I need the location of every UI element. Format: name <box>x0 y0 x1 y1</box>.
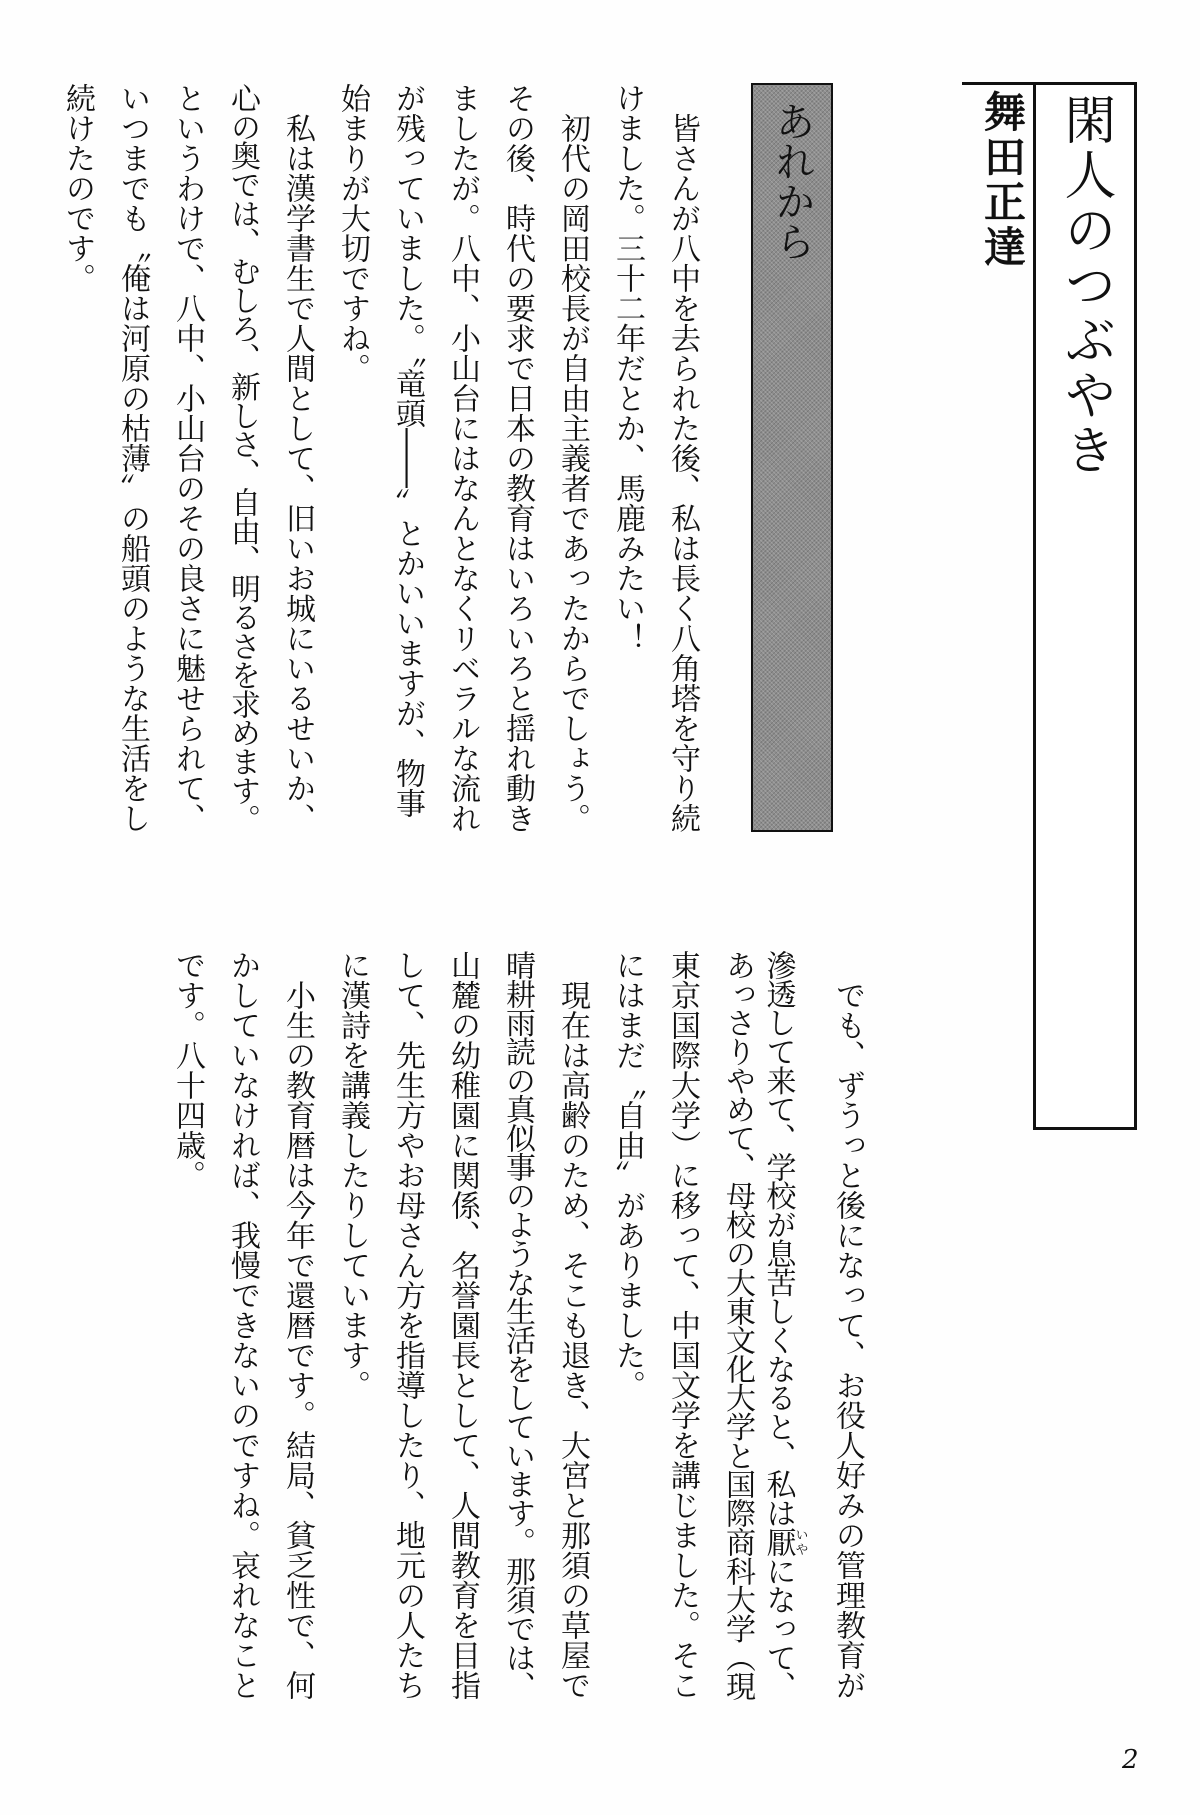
page-title: 閑人のつぶやき <box>1055 93 1115 478</box>
body-column-bottom-9: して、先生方やお母さん方を指導したり、地元の人たち <box>390 950 425 1700</box>
body-column-top-11: いつまでも〝俺は河原の枯薄〟の船頭のような生活をし <box>115 83 150 833</box>
body-column-top-12: 続けたのです。 <box>60 83 95 293</box>
body-column-top-5: ましたが。八中、小山台にはなんとなくリベラルな流れ <box>445 83 480 833</box>
body-column-bottom-4: 東京国際大学）に移って、中国文学を講じました。そこ <box>665 950 700 1700</box>
page-number: 2 <box>1122 1745 1139 1775</box>
furigana-reading: いや <box>792 1527 808 1556</box>
body-column-bottom-11: 小生の教育暦は今年で還暦です。結局、貧乏性で、何 <box>280 950 315 1700</box>
body-column-bottom-2 <box>760 950 808 1710</box>
body-column-bottom-7: 晴耕雨読の真似事のような生活をしています。那須では、 <box>500 950 535 1701</box>
column-text: になって、 <box>760 1555 796 1701</box>
body-column-bottom-8: 山麓の幼稚園に関係、名誉園長として、人間教育を目指 <box>445 950 480 1700</box>
body-column-top-8: 私は漢学書生で人間として、旧いお城にいるせいか、 <box>280 83 315 833</box>
body-column-top-2: けました。三十二年だとか、馬鹿みたい！ <box>610 83 645 653</box>
section-heading: あれから <box>769 101 815 261</box>
body-column-bottom-10: に漢詩を講義したりしています。 <box>335 950 370 1400</box>
column-text: 滲透して来て、学校が息苦しくなると、私は <box>760 950 796 1528</box>
body-column-top-6: が残っていました。〝竜頭――〟とかいいますが、物事 <box>390 83 425 818</box>
body-column-bottom-3: あっさりやめて、母校の大東文化大学と国際商科大学（現 <box>720 950 755 1701</box>
body-column-bottom-13: です。八十四歳。 <box>170 950 205 1190</box>
body-column-top-1: 皆さんが八中を去られた後、私は長く八角塔を守り続 <box>665 83 700 833</box>
body-column-bottom-5: にはまだ〝自由〟がありました。 <box>610 950 645 1400</box>
body-column-bottom-6: 現在は高齢のため、そこも退き、大宮と那須の草屋で <box>555 950 590 1700</box>
body-column-top-9: 心の奥では、むしろ、新しさ、自由、明るさを求めます。 <box>225 83 260 834</box>
title-box <box>1033 82 1137 1130</box>
body-column-bottom-12: かしていなければ、我慢できないのですね。哀れなこと <box>225 950 260 1700</box>
body-column-top-4: その後、時代の要求で日本の教育はいろいろと揺れ動き <box>500 83 535 833</box>
body-column-top-7: 始まりが大切ですね。 <box>335 83 370 383</box>
ruby-base: 厭 <box>760 1527 796 1556</box>
body-column-top-3: 初代の岡田校長が自由主義者であったからでしょう。 <box>555 83 590 833</box>
author-name: 舞田正達 <box>978 90 1027 270</box>
furigana-word <box>760 1527 808 1556</box>
section-heading-box <box>751 83 833 832</box>
body-column-bottom-1: でも、ずうっと後になって、お役人好みの管理教育が <box>830 950 865 1700</box>
body-column-top-10: というわけで、八中、小山台のその良さに魅せられて、 <box>170 83 205 833</box>
